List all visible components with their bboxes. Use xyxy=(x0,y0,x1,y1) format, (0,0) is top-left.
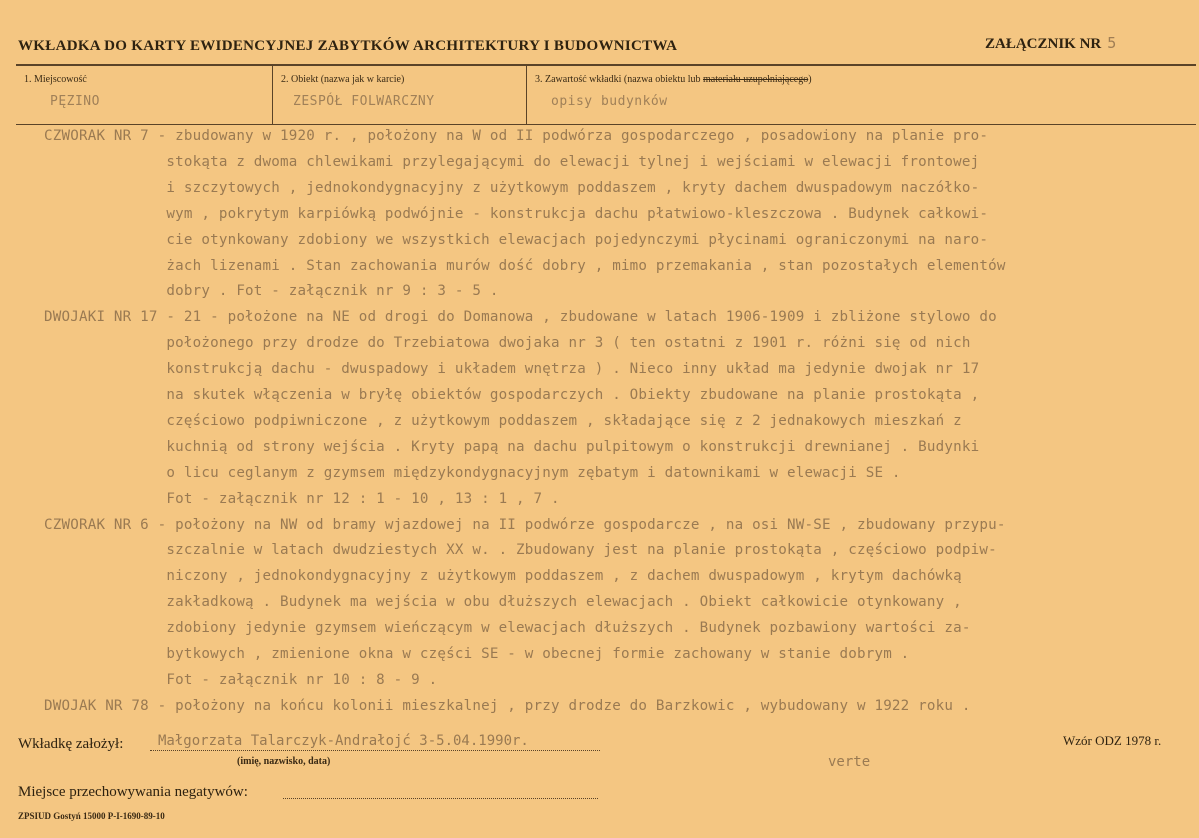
template-note: Wzór ODZ 1978 r. xyxy=(1063,733,1162,748)
body-line: Fot - załącznik nr 10 : 8 - 9 . xyxy=(44,671,438,688)
field-content-label-struck: materiału uzupełniającego xyxy=(703,74,809,85)
body-line: CZWORAK NR 6 - położony na NW od bramy wjazdowej na II podwórze gospodarcze , na osi NW-SE , zbudowany przypu- xyxy=(44,516,1006,533)
body-line: niczony , jednokondygnacyjny z użytkowym poddaszem , z dachem dwuspadowym , krytym dachówką xyxy=(44,568,962,585)
annex-number: 5 xyxy=(1107,34,1117,52)
field-content-value: opisy budynków xyxy=(551,94,668,109)
field-content xyxy=(526,66,1197,124)
field-object-label: 2. Obiekt (nazwa jak w karcie) xyxy=(281,74,405,85)
body-line: i szczytowych , jednokondygnacyjny z użytkowym poddaszem , kryty dachem dwuspadowym naczółko- xyxy=(44,179,980,196)
field-object xyxy=(272,66,527,124)
body-line: zakładkową . Budynek ma wejścia w obu dłuższych elewacjach . Obiekt całkowicie otynkowany , xyxy=(44,594,962,611)
author-hint: (imię, nazwisko, data) xyxy=(237,756,331,767)
print-info: ZPSIUD Gostyń 15000 P-I-1690-89-10 xyxy=(18,811,165,821)
field-content-label-suffix: ) xyxy=(808,74,812,85)
body-line: cie otynkowany zdobiony we wszystkich elewacjach pojedynczymi płycinami ograniczonymi na naro- xyxy=(44,231,989,248)
author-dotted-line xyxy=(150,750,600,751)
body-line: szczalnie w latach dwudziestych XX w. . Zbudowany jest na planie prostokąta , częściowo podpiw- xyxy=(44,542,997,559)
body-line: bytkowych , zmienione okna w części SE - w obecnej formie zachowany w stanie dobrym . xyxy=(44,646,910,662)
annex-label-text: ZAŁĄCZNIK NR xyxy=(985,36,1102,52)
body-line: o licu ceglanym z gzymsem międzykondygnacyjnym zębatym i datownikami w elewacji SE . xyxy=(44,464,901,481)
field-object-value: ZESPÓŁ FOLWARCZNY xyxy=(293,94,435,109)
body-line: Fot - załącznik nr 12 : 1 - 10 , 13 : 1 , 7 . xyxy=(44,490,560,507)
annex-label xyxy=(985,34,1116,53)
field-locality-value: PĘZINO xyxy=(50,94,100,109)
body-line: stokąta z dwoma chlewikami przylegającymi do elewacji tylnej i wejściami w elewacji frontowej xyxy=(44,153,980,170)
body-line: DWOJAK NR 78 - położony na końcu kolonii mieszkalnej , przy drodze do Barzkowic , wybudowany w 1922 roku . xyxy=(44,697,971,714)
field-locality xyxy=(16,66,272,124)
body-line: położonego przy drodze do Trzebiatowa dwojaka nr 3 ( ten ostatni z 1901 r. różni się od nich xyxy=(44,335,971,352)
body-line: kuchnią od strony wejścia . Kryty papą na dachu pulpitowym o konstrukcji drewnianej . Budynki xyxy=(44,438,980,455)
typed-description xyxy=(14,124,1194,714)
body-line: wym , pokrytym karpiówką podwójnie - konstrukcja dachu płatwiowo-kleszczowa . Budynek całkowi- xyxy=(44,205,989,222)
field-content-label-prefix: 3. Zawartość wkładki (nazwa obiektu lub xyxy=(535,74,704,85)
author-label: Wkładkę założył: xyxy=(18,736,124,752)
body-line: dobry . Fot - załącznik nr 9 : 3 - 5 . xyxy=(44,283,499,300)
verte-note: verte xyxy=(828,754,871,770)
body-line: DWOJAKI NR 17 - 21 - położone na NE od drogi do Domanowa , zbudowane w latach 1906-1909 i zbliżone stylowo do xyxy=(44,309,997,326)
body-line: zdobiony jedynie gzymsem wieńczącym w elewacjach dłuższych . Budynek pozbawiony wartości za- xyxy=(44,620,971,637)
header-fields xyxy=(16,66,1196,125)
body-line: CZWORAK NR 7 - zbudowany w 1920 r. , położony na W od II podwórza gospodarczego , posadowiony na planie pro- xyxy=(44,128,989,144)
body-line: na skutek włączenia w bryłę obiektów gospodarczych . Obiekty zbudowane na planie prostokąta , xyxy=(44,387,980,403)
document-title: WKŁADKA DO KARTY EWIDENCYJNEJ ZABYTKÓW ARCHITEKTURY I BUDOWNICTWA xyxy=(18,38,678,54)
body-line: żach lizenami . Stan zachowania murów dość dobry , mimo przemakania , stan pozostałych elementów xyxy=(44,257,1006,274)
field-content-label xyxy=(535,74,812,85)
body-line: częściowo podpiwniczone , z użytkowym poddaszem , składające się z 2 jednakowych mieszkań z xyxy=(44,412,962,429)
negatives-label: Miejsce przechowywania negatywów: xyxy=(18,784,248,800)
negatives-dotted-line xyxy=(283,798,598,799)
author-value: Małgorzata Talarczyk-Andrałojć 3-5.04.1990r. xyxy=(158,733,529,749)
field-locality-label: 1. Miejscowość xyxy=(24,74,87,85)
body-line: konstrukcją dachu - dwuspadowy i układem wnętrza ) . Nieco inny układ ma jedynie dwojak nr 17 xyxy=(44,361,980,378)
